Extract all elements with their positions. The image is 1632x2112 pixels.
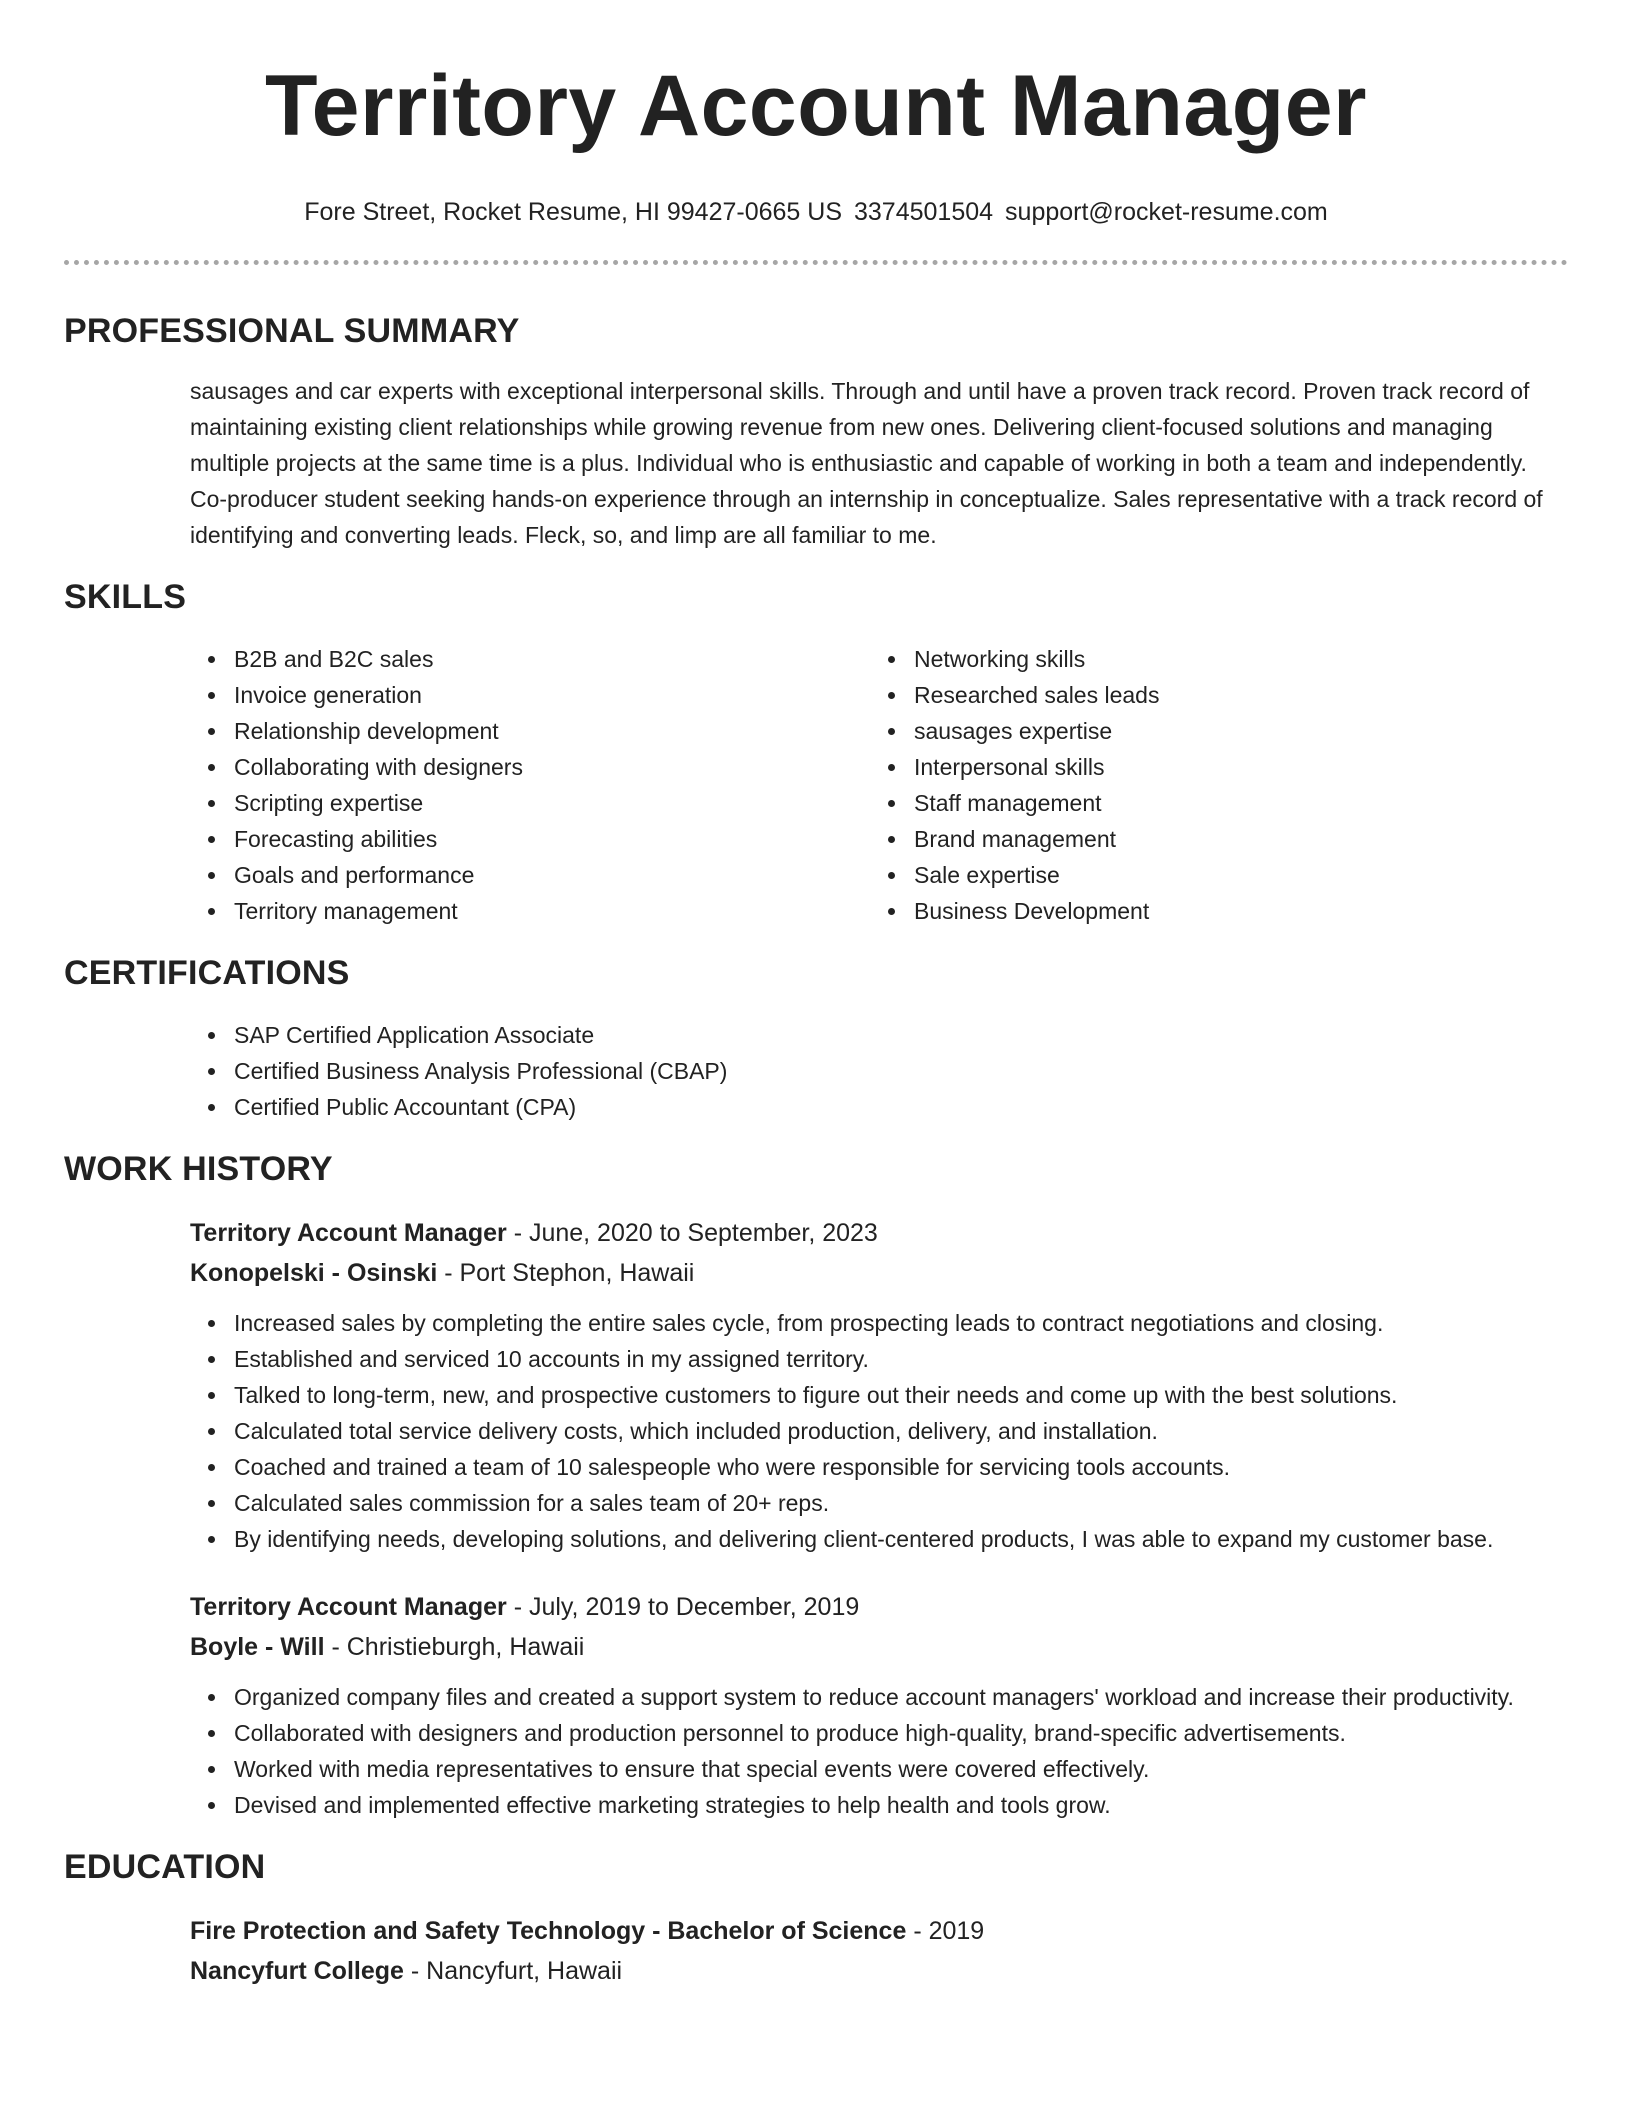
skill-item: Networking skills	[870, 641, 1550, 677]
skills-grid	[190, 641, 1568, 929]
skill-item: Business Development	[870, 893, 1550, 929]
work-history-section	[64, 1147, 1568, 1823]
certifications-title: CERTIFICATIONS	[64, 954, 350, 992]
skill-item: Researched sales leads	[870, 677, 1550, 713]
certification-item: Certified Business Analysis Professional (CBAP)	[190, 1053, 1568, 1089]
job-company-line	[190, 1253, 1568, 1293]
job-bullet: Devised and implemented effective marketing strategies to help health and tools grow.	[190, 1787, 1568, 1823]
job-dates: - June, 2020 to September, 2023	[513, 1219, 878, 1247]
education-entry	[190, 1911, 1568, 1991]
skill-item: Collaborating with designers	[190, 749, 870, 785]
job-bullets	[190, 1305, 1568, 1557]
contact-address: Fore Street, Rocket Resume, HI 99427-0665 US	[304, 198, 842, 226]
education-location: - Nancyfurt, Hawaii	[410, 1957, 623, 1985]
job-bullet: Increased sales by completing the entire sales cycle, from prospecting leads to contract negotiations and closing.	[190, 1305, 1568, 1341]
job-bullet: Worked with media representatives to ensure that special events were covered effectively.	[190, 1751, 1568, 1787]
certifications-section	[64, 951, 1568, 1125]
skill-item: Interpersonal skills	[870, 749, 1550, 785]
certifications-list	[190, 1017, 1568, 1125]
job-entry	[190, 1587, 1568, 1823]
education-section	[64, 1845, 1568, 1991]
summary-text: sausages and car experts with exceptional interpersonal skills. Through and until have a proven track record. Proven track record of maintaining existing client relationships while growing revenue from new ones. Delivering client-focused solutions and managing multiple projects at the same time is a plus. Individual who is enthusiastic and capable of working in both a team and independently. Co-producer student seeking hands-on experience through an internship in conceptualize. Sales representative with a track record of identifying and converting leads. Fleck, so, and limp are all familiar to me.	[190, 378, 1543, 548]
header-divider	[64, 260, 1568, 265]
job-location: - Port Stephon, Hawaii	[444, 1259, 695, 1287]
skill-item: Relationship development	[190, 713, 870, 749]
skill-item: Goals and performance	[190, 857, 870, 893]
job-bullets	[190, 1679, 1568, 1823]
contact-phone: 3374501504	[854, 198, 994, 226]
work-history-title: WORK HISTORY	[64, 1150, 333, 1188]
education-title: EDUCATION	[64, 1848, 266, 1886]
job-title-line	[190, 1213, 1568, 1253]
job-bullet: Talked to long-term, new, and prospective customers to figure out their needs and come up with the best solutions.	[190, 1377, 1568, 1413]
job-dates: - July, 2019 to December, 2019	[513, 1593, 860, 1621]
job-bullet: Calculated sales commission for a sales team of 20+ reps.	[190, 1485, 1568, 1521]
skill-item: Territory management	[190, 893, 870, 929]
job-role: Territory Account Manager	[190, 1219, 507, 1247]
skills-section	[64, 575, 1568, 929]
certification-item: SAP Certified Application Associate	[190, 1017, 1568, 1053]
skills-list-right	[870, 641, 1550, 929]
education-school: Nancyfurt College	[190, 1957, 404, 1985]
education-school-line	[190, 1951, 1568, 1991]
job-company: Konopelski - Osinski	[190, 1259, 438, 1287]
skill-item: sausages expertise	[870, 713, 1550, 749]
skill-item: Brand management	[870, 821, 1550, 857]
education-degree: Fire Protection and Safety Technology - Bachelor of Science	[190, 1917, 907, 1945]
skill-item: Sale expertise	[870, 857, 1550, 893]
resume-name: Territory Account Manager	[264, 58, 1368, 154]
job-bullet: Collaborated with designers and production personnel to produce high-quality, brand-specific advertisements.	[190, 1715, 1568, 1751]
skill-item: Staff management	[870, 785, 1550, 821]
education-year: - 2019	[913, 1917, 985, 1945]
job-company: Boyle - Will	[190, 1633, 325, 1661]
job-bullet: By identifying needs, developing solutions, and delivering client-centered products, I was able to expand my customer base.	[190, 1521, 1568, 1557]
skills-list-left	[190, 641, 870, 929]
contact-line	[64, 196, 1568, 228]
job-bullet: Organized company files and created a support system to reduce account managers' workload and increase their productivity.	[190, 1679, 1568, 1715]
job-role: Territory Account Manager	[190, 1593, 507, 1621]
contact-email: support@rocket-resume.com	[1005, 198, 1328, 226]
job-bullet: Established and serviced 10 accounts in my assigned territory.	[190, 1341, 1568, 1377]
job-company-line	[190, 1627, 1568, 1667]
skill-item: Forecasting abilities	[190, 821, 870, 857]
skill-item: Invoice generation	[190, 677, 870, 713]
summary-section	[64, 309, 1568, 553]
skills-title: SKILLS	[64, 578, 187, 616]
certification-item: Certified Public Accountant (CPA)	[190, 1089, 1568, 1125]
education-degree-line	[190, 1911, 1568, 1951]
job-entry	[190, 1213, 1568, 1557]
job-bullet: Coached and trained a team of 10 salespeople who were responsible for servicing tools accounts.	[190, 1449, 1568, 1485]
job-bullet: Calculated total service delivery costs, which included production, delivery, and installation.	[190, 1413, 1568, 1449]
skill-item: B2B and B2C sales	[190, 641, 870, 677]
summary-title: PROFESSIONAL SUMMARY	[64, 312, 520, 350]
skill-item: Scripting expertise	[190, 785, 870, 821]
job-location: - Christieburgh, Hawaii	[331, 1633, 585, 1661]
job-title-line	[190, 1587, 1568, 1627]
